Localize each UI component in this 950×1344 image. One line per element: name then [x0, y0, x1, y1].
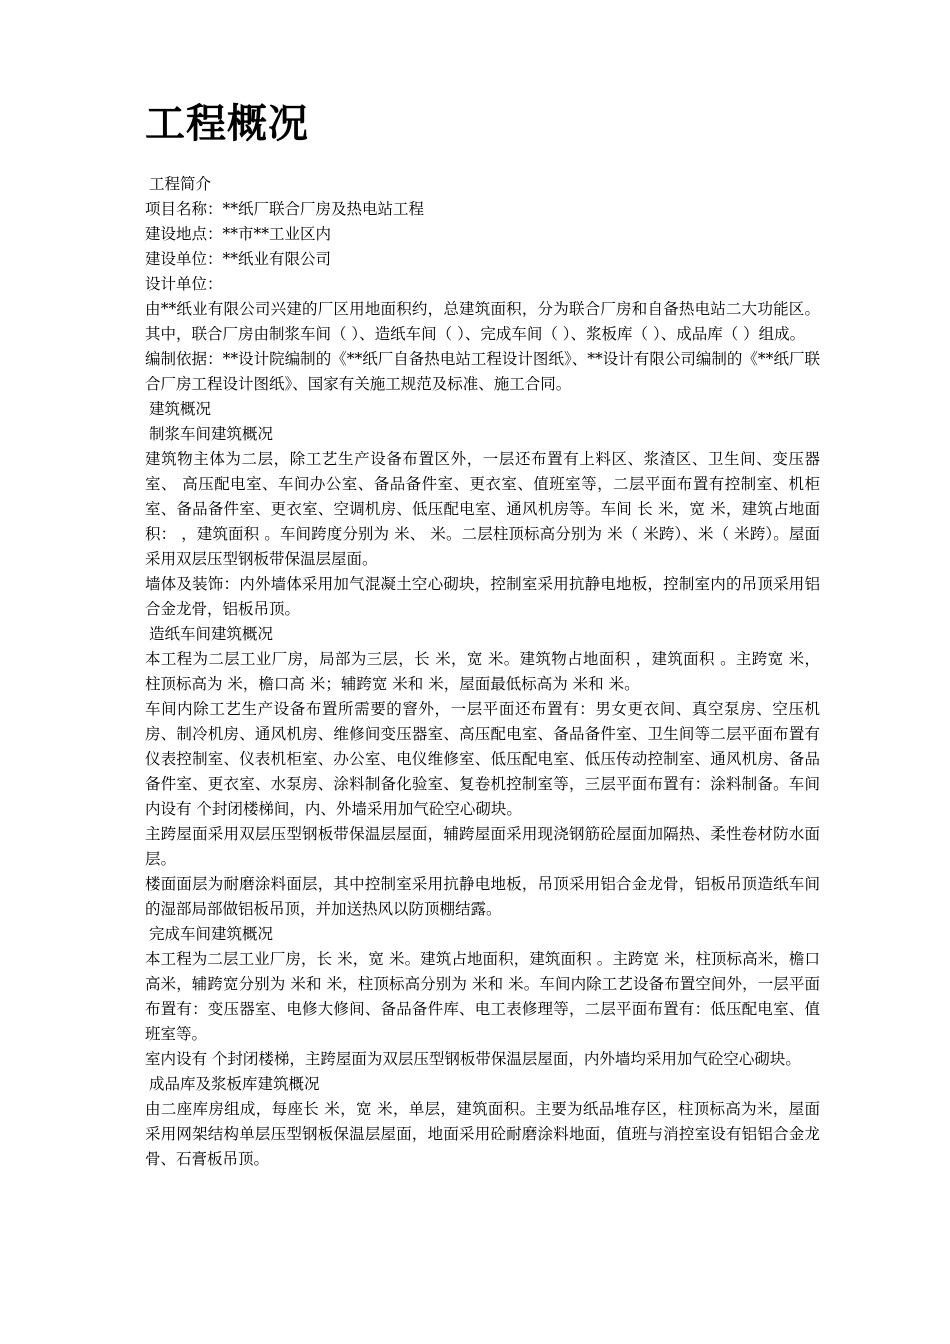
- document-page: [145, 96, 820, 1172]
- papermaking-layout: 车间内除工艺生产设备布置所需要的窨外，一层平面还布置有：男女更衣间、真空泵房、空压机房、制冷机房、通风机房、维修间变压器室、高压配电室、备品备件室、卫生间等二层平面布置有仪表控制室、仪表机柜室、办公室、电仪维修室、低压配电室、低压传动控制室、通风机房、备品备件室、更衣室、水泵房、涂料制备化验室、复卷机控制室等，三层平面布置有：涂料制备。车间内设有 个封闭楼梯间，内、外墙采用加气砼空心砌块。: [145, 700, 820, 818]
- subsection-heading-pulping: 制浆车间建筑概况: [149, 425, 274, 443]
- papermaking-floor: 楼面面层为耐磨涂料面层，其中控制室采用抗静电地板，吊顶采用铝合金龙骨，铝板吊顶造纸车间的湿部局部做铝板吊顶，并加送热风以防顶棚结露。: [145, 875, 820, 918]
- document-title: 工程概况: [145, 101, 309, 147]
- project-name: 项目名称：**纸厂联合厂房及热电站工程: [145, 200, 425, 218]
- pulping-walls: 墙体及装饰：内外墙体采用加气混凝土空心砌块，控制室采用抗静电地板，控制室内的吊顶采用铝合金龙骨，铝板吊顶。: [145, 575, 820, 618]
- design-unit: 设计单位：: [145, 275, 223, 293]
- construction-unit: 建设单位：**纸业有限公司: [145, 250, 332, 268]
- subsection-heading-papermaking: 造纸车间建筑概况: [149, 625, 274, 643]
- compilation-basis: 编制依据：**设计院编制的《**纸厂自备热电站工程设计图纸》、**设计有限公司编制的《**纸厂联合厂房工程设计图纸》、国家有关施工规范及标准、施工合同。: [145, 350, 820, 393]
- subsection-heading-warehouse: 成品库及浆板库建筑概况: [149, 1075, 320, 1093]
- project-description: 由**纸业有限公司兴建的厂区用地面积约，总建筑面积，分为联合厂房和自备热电站二大功能区。其中，联合厂房由制浆车间（ ）、造纸车间（ ）、完成车间（ ）、浆板库（ ）、成品库（ ）组成。: [145, 300, 820, 343]
- papermaking-roof: 主跨屋面采用双层压型钢板带保温层屋面，辅跨屋面采用现浇钢筋砼屋面加隔热、柔性卷材防水面层。: [145, 825, 820, 868]
- finishing-stairs: 室内设有 个封闭楼梯，主跨屋面为双层压型钢板带保温层屋面，内外墙均采用加气砼空心砌块。: [145, 1050, 801, 1068]
- section-heading-overview: 工程简介: [149, 175, 212, 193]
- subsection-heading-finishing: 完成车间建筑概况: [149, 925, 274, 943]
- finishing-body: 本工程为二层工业厂房，长 米，宽 米。建筑占地面积，建筑面积 。主跨宽 米，柱顶标高米，檐口高米，辅跨宽分别为 米和 米，柱顶标高分别为 米和 米。车间内除工艺设备布置空间外，一层平面布置有：变压器室、电修大修间、备品备件库、电工表修理等，二层平面布置有：低压配电室、值班室等。: [145, 950, 820, 1043]
- project-location: 建设地点：**市**工业区内: [145, 225, 332, 243]
- papermaking-body: 本工程为二层工业厂房，局部为三层，长 米，宽 米。建筑物占地面积 ，建筑面积 。主跨宽 米，柱顶标高为 米，檐口高 米；辅跨宽 米和 米，屋面最低标高为 米和 米。: [145, 650, 820, 693]
- warehouse-body: 由二座库房组成，每座长 米，宽 米，单层，建筑面积。主要为纸品堆存区，柱顶标高为米，屋面采用网架结构单层压型钢板保温层屋面，地面采用砼耐磨涂料地面，值班与消控室设有铝铝合金龙骨、石膏板吊顶。: [145, 1100, 820, 1168]
- section-heading-architecture: 建筑概况: [149, 400, 212, 418]
- pulping-body: 建筑物主体为二层，除工艺生产设备布置区外，一层还布置有上料区、浆渣区、卫生间、变压器室、 高压配电室、车间办公室、备品备件室、更衣室、值班室等，二层平面布置有控制室、机柜室、备品备件室、更衣室、空调机房、低压配电室、通风机房等。车间 长 米，宽 米，建筑占地面积： ，建筑面积 。车间跨度分别为 米、 米。二层柱顶标高分别为 米（ 米跨）、米（ 米跨）。屋面采用双层压型钢板带保温层屋面。: [145, 450, 820, 568]
